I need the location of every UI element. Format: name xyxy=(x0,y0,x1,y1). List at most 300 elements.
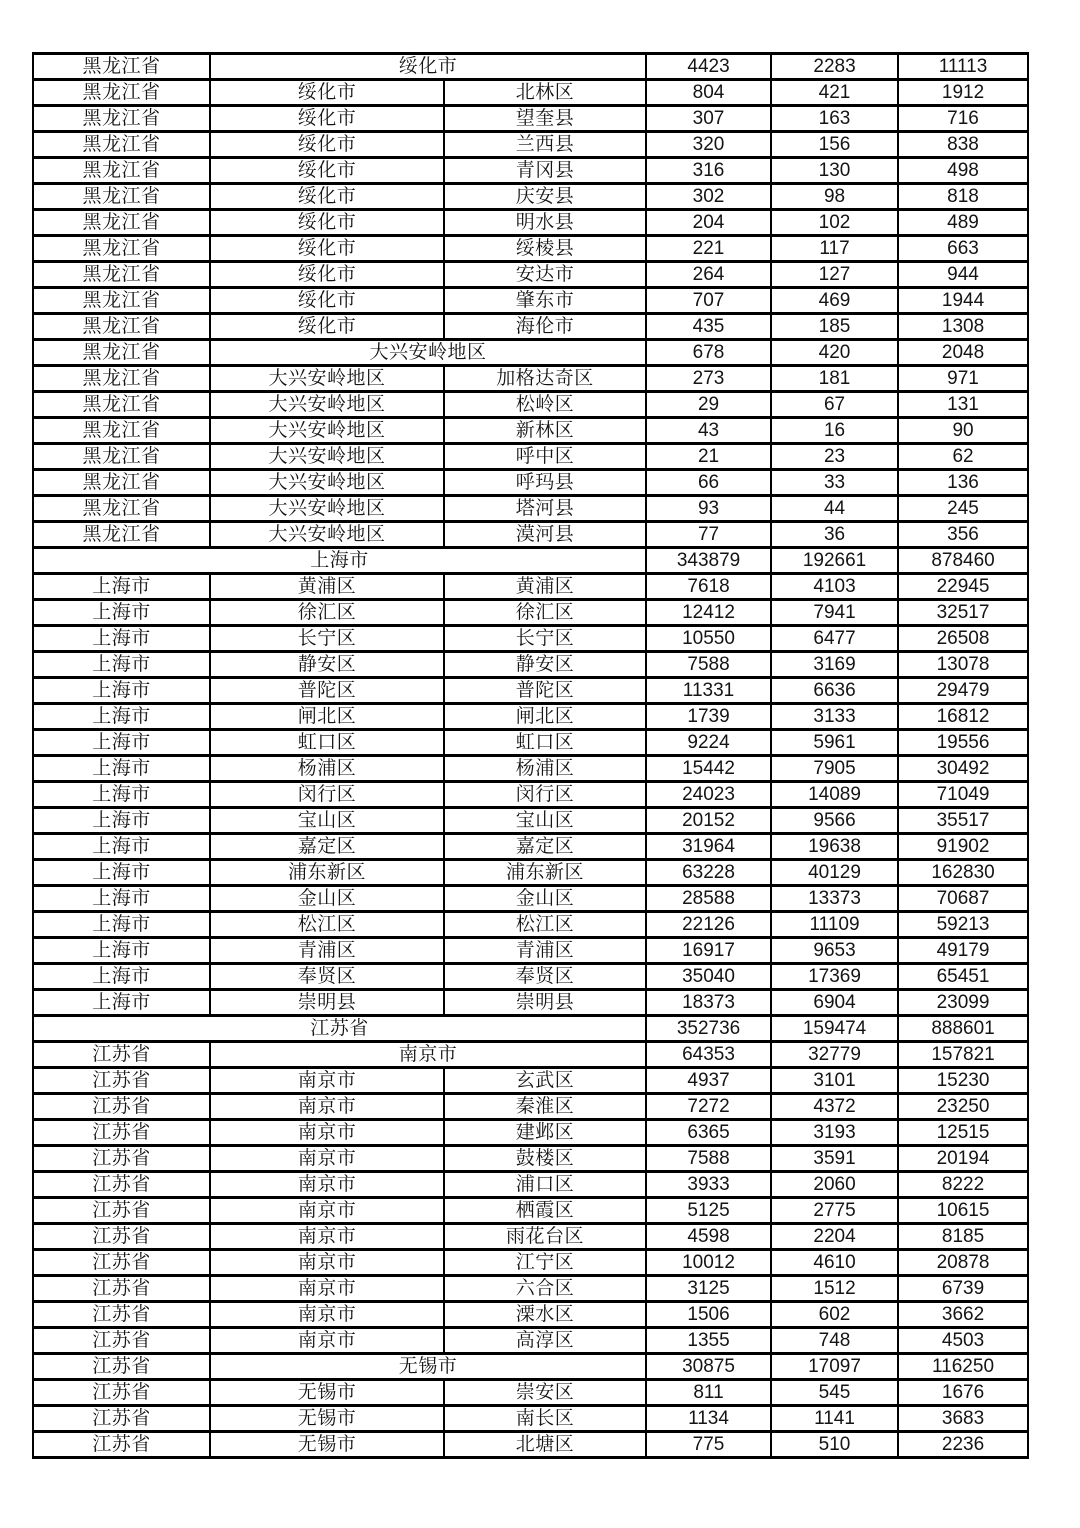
district-cell: 呼中区 xyxy=(444,444,646,470)
region-merged-cell: 上海市 xyxy=(33,548,646,574)
district-cell: 徐汇区 xyxy=(444,600,646,626)
value-cell: 23250 xyxy=(898,1094,1028,1120)
district-cell: 明水县 xyxy=(444,210,646,236)
province-cell: 江苏省 xyxy=(33,1276,210,1302)
region-statistics-table xyxy=(32,52,1029,1459)
city-cell: 绥化市 xyxy=(210,210,444,236)
district-cell: 秦淮区 xyxy=(444,1094,646,1120)
district-cell: 呼玛县 xyxy=(444,470,646,496)
province-cell: 江苏省 xyxy=(33,1068,210,1094)
province-cell: 上海市 xyxy=(33,626,210,652)
value-cell: 838 xyxy=(898,132,1028,158)
table-row xyxy=(33,1042,1028,1068)
table-row xyxy=(33,1172,1028,1198)
value-cell: 10550 xyxy=(646,626,771,652)
value-cell: 545 xyxy=(771,1380,898,1406)
province-cell: 江苏省 xyxy=(33,1354,210,1380)
city-cell: 杨浦区 xyxy=(210,756,444,782)
district-cell: 绥棱县 xyxy=(444,236,646,262)
value-cell: 9653 xyxy=(771,938,898,964)
value-cell: 127 xyxy=(771,262,898,288)
value-cell: 36 xyxy=(771,522,898,548)
value-cell: 8185 xyxy=(898,1224,1028,1250)
province-cell: 黑龙江省 xyxy=(33,80,210,106)
city-cell: 松江区 xyxy=(210,912,444,938)
province-cell: 上海市 xyxy=(33,782,210,808)
province-cell: 江苏省 xyxy=(33,1380,210,1406)
value-cell: 352736 xyxy=(646,1016,771,1042)
value-cell: 23 xyxy=(771,444,898,470)
province-cell: 黑龙江省 xyxy=(33,288,210,314)
district-cell: 兰西县 xyxy=(444,132,646,158)
value-cell: 7588 xyxy=(646,1146,771,1172)
value-cell: 20194 xyxy=(898,1146,1028,1172)
value-cell: 20152 xyxy=(646,808,771,834)
value-cell: 878460 xyxy=(898,548,1028,574)
value-cell: 3193 xyxy=(771,1120,898,1146)
city-merged-cell: 无锡市 xyxy=(210,1354,646,1380)
value-cell: 16812 xyxy=(898,704,1028,730)
district-cell: 海伦市 xyxy=(444,314,646,340)
value-cell: 13078 xyxy=(898,652,1028,678)
province-cell: 江苏省 xyxy=(33,1042,210,1068)
city-cell: 南京市 xyxy=(210,1146,444,1172)
table-row xyxy=(33,210,1028,236)
province-cell: 黑龙江省 xyxy=(33,418,210,444)
city-cell: 南京市 xyxy=(210,1120,444,1146)
district-cell: 宝山区 xyxy=(444,808,646,834)
value-cell: 7618 xyxy=(646,574,771,600)
table-row xyxy=(33,912,1028,938)
district-cell: 鼓楼区 xyxy=(444,1146,646,1172)
value-cell: 4937 xyxy=(646,1068,771,1094)
value-cell: 8222 xyxy=(898,1172,1028,1198)
value-cell: 2204 xyxy=(771,1224,898,1250)
value-cell: 302 xyxy=(646,184,771,210)
value-cell: 1355 xyxy=(646,1328,771,1354)
value-cell: 14089 xyxy=(771,782,898,808)
district-cell: 加格达奇区 xyxy=(444,366,646,392)
province-cell: 江苏省 xyxy=(33,1224,210,1250)
district-cell: 南长区 xyxy=(444,1406,646,1432)
value-cell: 3133 xyxy=(771,704,898,730)
value-cell: 185 xyxy=(771,314,898,340)
city-cell: 长宁区 xyxy=(210,626,444,652)
table-row xyxy=(33,1198,1028,1224)
city-cell: 南京市 xyxy=(210,1250,444,1276)
district-cell: 普陀区 xyxy=(444,678,646,704)
value-cell: 31964 xyxy=(646,834,771,860)
value-cell: 23099 xyxy=(898,990,1028,1016)
table-row xyxy=(33,1380,1028,1406)
value-cell: 421 xyxy=(771,80,898,106)
table-row xyxy=(33,938,1028,964)
district-cell: 六合区 xyxy=(444,1276,646,1302)
city-cell: 绥化市 xyxy=(210,236,444,262)
city-cell: 大兴安岭地区 xyxy=(210,418,444,444)
city-merged-cell: 南京市 xyxy=(210,1042,646,1068)
district-cell: 杨浦区 xyxy=(444,756,646,782)
value-cell: 33 xyxy=(771,470,898,496)
value-cell: 93 xyxy=(646,496,771,522)
city-cell: 闸北区 xyxy=(210,704,444,730)
district-cell: 雨花台区 xyxy=(444,1224,646,1250)
value-cell: 678 xyxy=(646,340,771,366)
province-cell: 上海市 xyxy=(33,964,210,990)
province-cell: 黑龙江省 xyxy=(33,496,210,522)
value-cell: 888601 xyxy=(898,1016,1028,1042)
value-cell: 35040 xyxy=(646,964,771,990)
province-cell: 上海市 xyxy=(33,652,210,678)
table-row xyxy=(33,1068,1028,1094)
city-cell: 南京市 xyxy=(210,1094,444,1120)
value-cell: 70687 xyxy=(898,886,1028,912)
table-row xyxy=(33,756,1028,782)
province-cell: 上海市 xyxy=(33,730,210,756)
value-cell: 28588 xyxy=(646,886,771,912)
city-cell: 大兴安岭地区 xyxy=(210,392,444,418)
city-cell: 无锡市 xyxy=(210,1432,444,1458)
city-cell: 青浦区 xyxy=(210,938,444,964)
value-cell: 26508 xyxy=(898,626,1028,652)
city-cell: 绥化市 xyxy=(210,132,444,158)
value-cell: 17097 xyxy=(771,1354,898,1380)
city-cell: 绥化市 xyxy=(210,314,444,340)
district-cell: 虹口区 xyxy=(444,730,646,756)
value-cell: 90 xyxy=(898,418,1028,444)
value-cell: 91902 xyxy=(898,834,1028,860)
table-row xyxy=(33,1354,1028,1380)
district-cell: 青冈县 xyxy=(444,158,646,184)
province-cell: 上海市 xyxy=(33,990,210,1016)
city-cell: 大兴安岭地区 xyxy=(210,496,444,522)
value-cell: 971 xyxy=(898,366,1028,392)
district-cell: 栖霞区 xyxy=(444,1198,646,1224)
table-row xyxy=(33,1250,1028,1276)
province-cell: 黑龙江省 xyxy=(33,366,210,392)
district-cell: 闸北区 xyxy=(444,704,646,730)
value-cell: 12412 xyxy=(646,600,771,626)
city-cell: 南京市 xyxy=(210,1328,444,1354)
value-cell: 7272 xyxy=(646,1094,771,1120)
district-cell: 奉贤区 xyxy=(444,964,646,990)
value-cell: 5961 xyxy=(771,730,898,756)
table-row xyxy=(33,1276,1028,1302)
table-row xyxy=(33,886,1028,912)
city-cell: 浦东新区 xyxy=(210,860,444,886)
value-cell: 775 xyxy=(646,1432,771,1458)
table-row xyxy=(33,782,1028,808)
value-cell: 2048 xyxy=(898,340,1028,366)
value-cell: 62 xyxy=(898,444,1028,470)
province-cell: 上海市 xyxy=(33,678,210,704)
value-cell: 204 xyxy=(646,210,771,236)
district-cell: 长宁区 xyxy=(444,626,646,652)
province-cell: 上海市 xyxy=(33,834,210,860)
value-cell: 4423 xyxy=(646,54,771,80)
value-cell: 4503 xyxy=(898,1328,1028,1354)
value-cell: 6477 xyxy=(771,626,898,652)
city-cell: 绥化市 xyxy=(210,158,444,184)
value-cell: 13373 xyxy=(771,886,898,912)
value-cell: 469 xyxy=(771,288,898,314)
city-merged-cell: 绥化市 xyxy=(210,54,646,80)
province-cell: 江苏省 xyxy=(33,1146,210,1172)
district-cell: 江宁区 xyxy=(444,1250,646,1276)
table-row xyxy=(33,1016,1028,1042)
district-cell: 崇明县 xyxy=(444,990,646,1016)
value-cell: 136 xyxy=(898,470,1028,496)
value-cell: 811 xyxy=(646,1380,771,1406)
table-row xyxy=(33,574,1028,600)
value-cell: 66 xyxy=(646,470,771,496)
value-cell: 30875 xyxy=(646,1354,771,1380)
city-cell: 大兴安岭地区 xyxy=(210,522,444,548)
value-cell: 3683 xyxy=(898,1406,1028,1432)
table-row xyxy=(33,418,1028,444)
province-cell: 江苏省 xyxy=(33,1120,210,1146)
value-cell: 18373 xyxy=(646,990,771,1016)
table-row xyxy=(33,444,1028,470)
table-row xyxy=(33,1406,1028,1432)
value-cell: 7941 xyxy=(771,600,898,626)
value-cell: 1676 xyxy=(898,1380,1028,1406)
value-cell: 181 xyxy=(771,366,898,392)
value-cell: 1512 xyxy=(771,1276,898,1302)
value-cell: 24023 xyxy=(646,782,771,808)
city-cell: 无锡市 xyxy=(210,1406,444,1432)
value-cell: 4610 xyxy=(771,1250,898,1276)
value-cell: 29479 xyxy=(898,678,1028,704)
value-cell: 1141 xyxy=(771,1406,898,1432)
value-cell: 11113 xyxy=(898,54,1028,80)
value-cell: 9224 xyxy=(646,730,771,756)
table-row xyxy=(33,1302,1028,1328)
value-cell: 71049 xyxy=(898,782,1028,808)
value-cell: 435 xyxy=(646,314,771,340)
province-cell: 黑龙江省 xyxy=(33,106,210,132)
value-cell: 29 xyxy=(646,392,771,418)
province-cell: 江苏省 xyxy=(33,1198,210,1224)
region-merged-cell: 江苏省 xyxy=(33,1016,646,1042)
province-cell: 黑龙江省 xyxy=(33,262,210,288)
value-cell: 804 xyxy=(646,80,771,106)
city-cell: 无锡市 xyxy=(210,1380,444,1406)
city-cell: 绥化市 xyxy=(210,288,444,314)
value-cell: 1944 xyxy=(898,288,1028,314)
district-cell: 肇东市 xyxy=(444,288,646,314)
city-cell: 南京市 xyxy=(210,1172,444,1198)
district-cell: 黄浦区 xyxy=(444,574,646,600)
district-cell: 静安区 xyxy=(444,652,646,678)
value-cell: 420 xyxy=(771,340,898,366)
value-cell: 316 xyxy=(646,158,771,184)
district-cell: 闵行区 xyxy=(444,782,646,808)
value-cell: 65451 xyxy=(898,964,1028,990)
table-row xyxy=(33,340,1028,366)
value-cell: 63228 xyxy=(646,860,771,886)
table-row xyxy=(33,288,1028,314)
province-cell: 黑龙江省 xyxy=(33,392,210,418)
value-cell: 156 xyxy=(771,132,898,158)
value-cell: 20878 xyxy=(898,1250,1028,1276)
table-row xyxy=(33,1432,1028,1458)
province-cell: 黑龙江省 xyxy=(33,340,210,366)
table-row xyxy=(33,1224,1028,1250)
table-row xyxy=(33,184,1028,210)
district-cell: 浦口区 xyxy=(444,1172,646,1198)
table-row xyxy=(33,548,1028,574)
city-cell: 嘉定区 xyxy=(210,834,444,860)
value-cell: 3933 xyxy=(646,1172,771,1198)
table-row xyxy=(33,236,1028,262)
table-row xyxy=(33,600,1028,626)
value-cell: 21 xyxy=(646,444,771,470)
district-cell: 崇安区 xyxy=(444,1380,646,1406)
value-cell: 1912 xyxy=(898,80,1028,106)
district-cell: 望奎县 xyxy=(444,106,646,132)
province-cell: 黑龙江省 xyxy=(33,132,210,158)
value-cell: 707 xyxy=(646,288,771,314)
city-cell: 闵行区 xyxy=(210,782,444,808)
district-cell: 嘉定区 xyxy=(444,834,646,860)
district-cell: 北林区 xyxy=(444,80,646,106)
value-cell: 6365 xyxy=(646,1120,771,1146)
value-cell: 15230 xyxy=(898,1068,1028,1094)
table-row xyxy=(33,1328,1028,1354)
city-cell: 大兴安岭地区 xyxy=(210,444,444,470)
value-cell: 16 xyxy=(771,418,898,444)
value-cell: 12515 xyxy=(898,1120,1028,1146)
table-row xyxy=(33,834,1028,860)
city-cell: 黄浦区 xyxy=(210,574,444,600)
value-cell: 59213 xyxy=(898,912,1028,938)
value-cell: 159474 xyxy=(771,1016,898,1042)
value-cell: 192661 xyxy=(771,548,898,574)
table-row xyxy=(33,132,1028,158)
value-cell: 1506 xyxy=(646,1302,771,1328)
city-cell: 徐汇区 xyxy=(210,600,444,626)
value-cell: 98 xyxy=(771,184,898,210)
province-cell: 黑龙江省 xyxy=(33,54,210,80)
city-cell: 绥化市 xyxy=(210,106,444,132)
value-cell: 130 xyxy=(771,158,898,184)
district-cell: 新林区 xyxy=(444,418,646,444)
province-cell: 上海市 xyxy=(33,860,210,886)
table-row xyxy=(33,964,1028,990)
value-cell: 245 xyxy=(898,496,1028,522)
district-cell: 漠河县 xyxy=(444,522,646,548)
province-cell: 上海市 xyxy=(33,600,210,626)
district-cell: 金山区 xyxy=(444,886,646,912)
value-cell: 3169 xyxy=(771,652,898,678)
table-row xyxy=(33,1094,1028,1120)
value-cell: 40129 xyxy=(771,860,898,886)
table-row xyxy=(33,158,1028,184)
table-row xyxy=(33,496,1028,522)
value-cell: 11331 xyxy=(646,678,771,704)
value-cell: 22945 xyxy=(898,574,1028,600)
value-cell: 1134 xyxy=(646,1406,771,1432)
province-cell: 江苏省 xyxy=(33,1302,210,1328)
city-cell: 绥化市 xyxy=(210,184,444,210)
district-cell: 建邺区 xyxy=(444,1120,646,1146)
value-cell: 273 xyxy=(646,366,771,392)
city-cell: 南京市 xyxy=(210,1224,444,1250)
table-row xyxy=(33,730,1028,756)
table-row xyxy=(33,652,1028,678)
district-cell: 安达市 xyxy=(444,262,646,288)
value-cell: 221 xyxy=(646,236,771,262)
table-row xyxy=(33,80,1028,106)
province-cell: 江苏省 xyxy=(33,1250,210,1276)
value-cell: 157821 xyxy=(898,1042,1028,1068)
value-cell: 116250 xyxy=(898,1354,1028,1380)
table-row xyxy=(33,392,1028,418)
city-cell: 南京市 xyxy=(210,1276,444,1302)
district-cell: 高淳区 xyxy=(444,1328,646,1354)
value-cell: 356 xyxy=(898,522,1028,548)
city-cell: 大兴安岭地区 xyxy=(210,470,444,496)
district-cell: 青浦区 xyxy=(444,938,646,964)
province-cell: 上海市 xyxy=(33,886,210,912)
value-cell: 510 xyxy=(771,1432,898,1458)
table-row xyxy=(33,366,1028,392)
district-cell: 松江区 xyxy=(444,912,646,938)
table-row xyxy=(33,808,1028,834)
province-cell: 黑龙江省 xyxy=(33,444,210,470)
city-cell: 南京市 xyxy=(210,1302,444,1328)
province-cell: 江苏省 xyxy=(33,1328,210,1354)
province-cell: 黑龙江省 xyxy=(33,184,210,210)
value-cell: 1308 xyxy=(898,314,1028,340)
value-cell: 264 xyxy=(646,262,771,288)
table-row xyxy=(33,1146,1028,1172)
province-cell: 上海市 xyxy=(33,574,210,600)
value-cell: 32779 xyxy=(771,1042,898,1068)
district-cell: 浦东新区 xyxy=(444,860,646,886)
city-cell: 金山区 xyxy=(210,886,444,912)
table-row xyxy=(33,262,1028,288)
value-cell: 343879 xyxy=(646,548,771,574)
value-cell: 64353 xyxy=(646,1042,771,1068)
city-cell: 静安区 xyxy=(210,652,444,678)
city-cell: 南京市 xyxy=(210,1068,444,1094)
value-cell: 1739 xyxy=(646,704,771,730)
province-cell: 上海市 xyxy=(33,704,210,730)
value-cell: 131 xyxy=(898,392,1028,418)
value-cell: 3662 xyxy=(898,1302,1028,1328)
province-cell: 黑龙江省 xyxy=(33,470,210,496)
province-cell: 上海市 xyxy=(33,808,210,834)
value-cell: 6904 xyxy=(771,990,898,1016)
table-row xyxy=(33,522,1028,548)
city-cell: 绥化市 xyxy=(210,262,444,288)
province-cell: 黑龙江省 xyxy=(33,210,210,236)
table-row xyxy=(33,678,1028,704)
province-cell: 上海市 xyxy=(33,756,210,782)
value-cell: 11109 xyxy=(771,912,898,938)
province-cell: 江苏省 xyxy=(33,1406,210,1432)
value-cell: 4598 xyxy=(646,1224,771,1250)
value-cell: 10012 xyxy=(646,1250,771,1276)
value-cell: 17369 xyxy=(771,964,898,990)
value-cell: 77 xyxy=(646,522,771,548)
table-row xyxy=(33,626,1028,652)
value-cell: 2236 xyxy=(898,1432,1028,1458)
province-cell: 上海市 xyxy=(33,912,210,938)
province-cell: 黑龙江省 xyxy=(33,236,210,262)
